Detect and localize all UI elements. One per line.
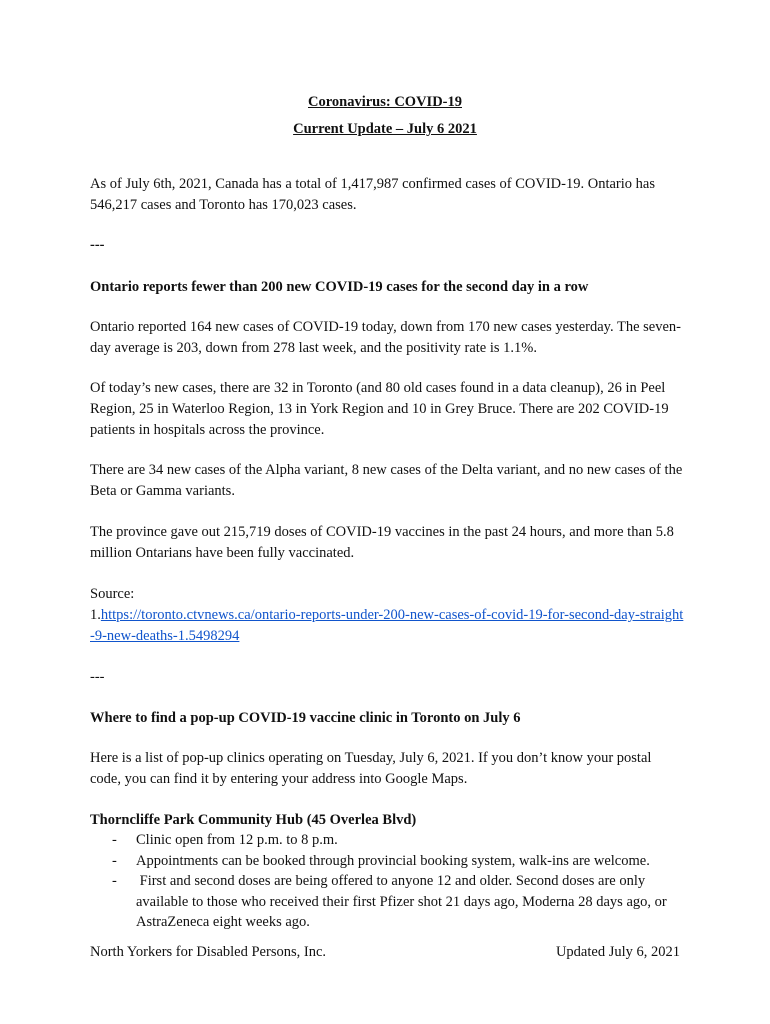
source-reference: [90, 605, 684, 647]
section2-paragraph: Here is a list of pop-up clinics operating on Tuesday, July 6, 2021. If you don’t know your postal code, you can find it by entering your address into Google Maps.: [90, 750, 652, 787]
clinic-details: [90, 830, 684, 933]
separator: ---: [90, 237, 105, 253]
bullet-text: First and second doses are being offered to anyone 12 and older. Second doses are only available to those who received their first Pfizer shot 21 days ago, Moderna 28 days ago, or AstraZeneca eight weeks ago.: [136, 873, 670, 930]
list-item: [90, 871, 684, 933]
document-title: Coronavirus: COVID-19: [308, 94, 462, 110]
footer-organization: North Yorkers for Disabled Persons, Inc.: [90, 944, 327, 960]
section2-heading: Where to find a pop-up COVID-19 vaccine clinic in Toronto on July 6: [90, 710, 521, 726]
document-subtitle: Current Update – July 6 2021: [293, 121, 477, 137]
section1-paragraph-3: There are 34 new cases of the Alpha variant, 8 new cases of the Delta variant, and no new cases of the Beta or Gamma variants.: [90, 462, 683, 499]
section1-paragraph-2: Of today’s new cases, there are 32 in Toronto (and 80 old cases found in a data cleanup), 26 in Peel Region, 25 in Waterloo Region, 13 in York Region and 10 in Grey Bruce. There are 202 COVID-19 patients in hospitals across the province.: [90, 380, 669, 438]
footer-updated-date: Updated July 6, 2021: [555, 944, 680, 960]
separator-2: ---: [90, 669, 105, 685]
list-item: [90, 851, 684, 872]
bullet-marker: -: [112, 873, 117, 889]
source-link[interactable]: https://toronto.ctvnews.ca/ontario-reports-under-200-new-cases-of-covid-19-for-second-day-straight-9-new-deaths-1.5498294: [90, 607, 684, 644]
bullet-marker: -: [112, 832, 117, 848]
clinic-bullet-list: [90, 830, 684, 933]
clinic-name: Thorncliffe Park Community Hub (45 Overlea Blvd): [90, 812, 417, 828]
bullet-marker: -: [112, 852, 117, 869]
bullet-text: Clinic open from 12 p.m. to 8 p.m.: [136, 832, 338, 848]
source-number: 1.: [90, 607, 101, 623]
bullet-text: Appointments can be booked through provincial booking system, walk-ins are welcome.: [136, 852, 650, 869]
section1-paragraph-1: Ontario reported 164 new cases of COVID-19 today, down from 170 new cases yesterday. The seven-day average is 203, down from 278 last week, and the positivity rate is 1.1%.: [90, 319, 681, 356]
source-label: Source:: [90, 586, 135, 602]
section1-heading: Ontario reports fewer than 200 new COVID-19 cases for the second day in a row: [90, 279, 589, 295]
list-item: [90, 830, 684, 851]
section1-paragraph-4: The province gave out 215,719 doses of COVID-19 vaccines in the past 24 hours, and more than 5.8 million Ontarians have been fully vaccinated.: [90, 524, 674, 561]
intro-paragraph: As of July 6th, 2021, Canada has a total of 1,417,987 confirmed cases of COVID-19. Ontario has 546,217 cases and Toronto has 170,023 cases.: [90, 176, 655, 213]
